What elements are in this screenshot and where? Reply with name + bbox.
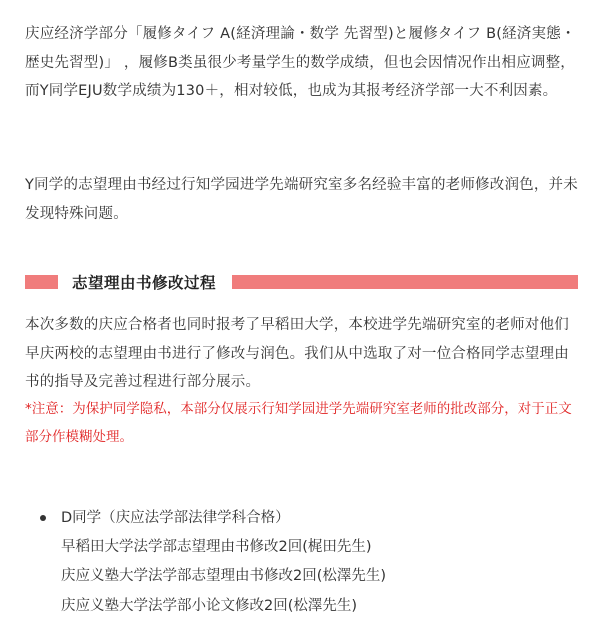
student-title: D同学（庆应法学部法律学科合格）	[61, 510, 290, 526]
student-detail-line: 早稻田大学法学部志望理由书修改2回(梶田先生)	[61, 538, 372, 555]
student-list	[40, 504, 580, 621]
paragraph-economics-track: 庆应经济学部分「履修タイフ A(経済理論・数学 先習型)と履修タイフ B(経済実態・歴史先習型)」 ，履修B类虽很少考量学生的数学成绩，但也会因情况作出相应调整，而Y同学EJU数学成绩为130＋，相对较低，也成为其报考经济学部一大不利因素。	[25, 26, 576, 99]
student-detail-line: 庆应义塾大学法学部志望理由书修改2回(松澤先生)	[61, 568, 387, 584]
paragraph-process-intro: 本次多数的庆应合格者也同时报考了早稻田大学，本校进学先端研究室的老师对他们早庆两校的志望理由书进行了修改与润色。我们从中选取了对一位合格同学志望理由书的指导及完善过程进行部分展示。	[25, 317, 569, 390]
section-heading-title: 志望理由书修改过程	[72, 274, 217, 292]
section-heading	[25, 269, 578, 295]
paragraph-review-summary: Y同学的志望理由书经过行知学园进学先端研究室多名经验丰富的老师修改润色，并未发现特殊问题。	[25, 177, 578, 222]
list-item	[40, 504, 580, 533]
bullet-dot-icon	[40, 515, 46, 521]
heading-bar-right	[232, 275, 578, 289]
privacy-notice: *注意：为保护同学隐私，本部分仅展示行知学园进学先端研究室老师的批改部分，对于正文部分作模糊处理。	[25, 401, 572, 445]
heading-bar-left	[25, 275, 58, 289]
student-detail-line: 庆应义塾大学法学部小论文修改2回(松澤先生)	[61, 597, 358, 614]
